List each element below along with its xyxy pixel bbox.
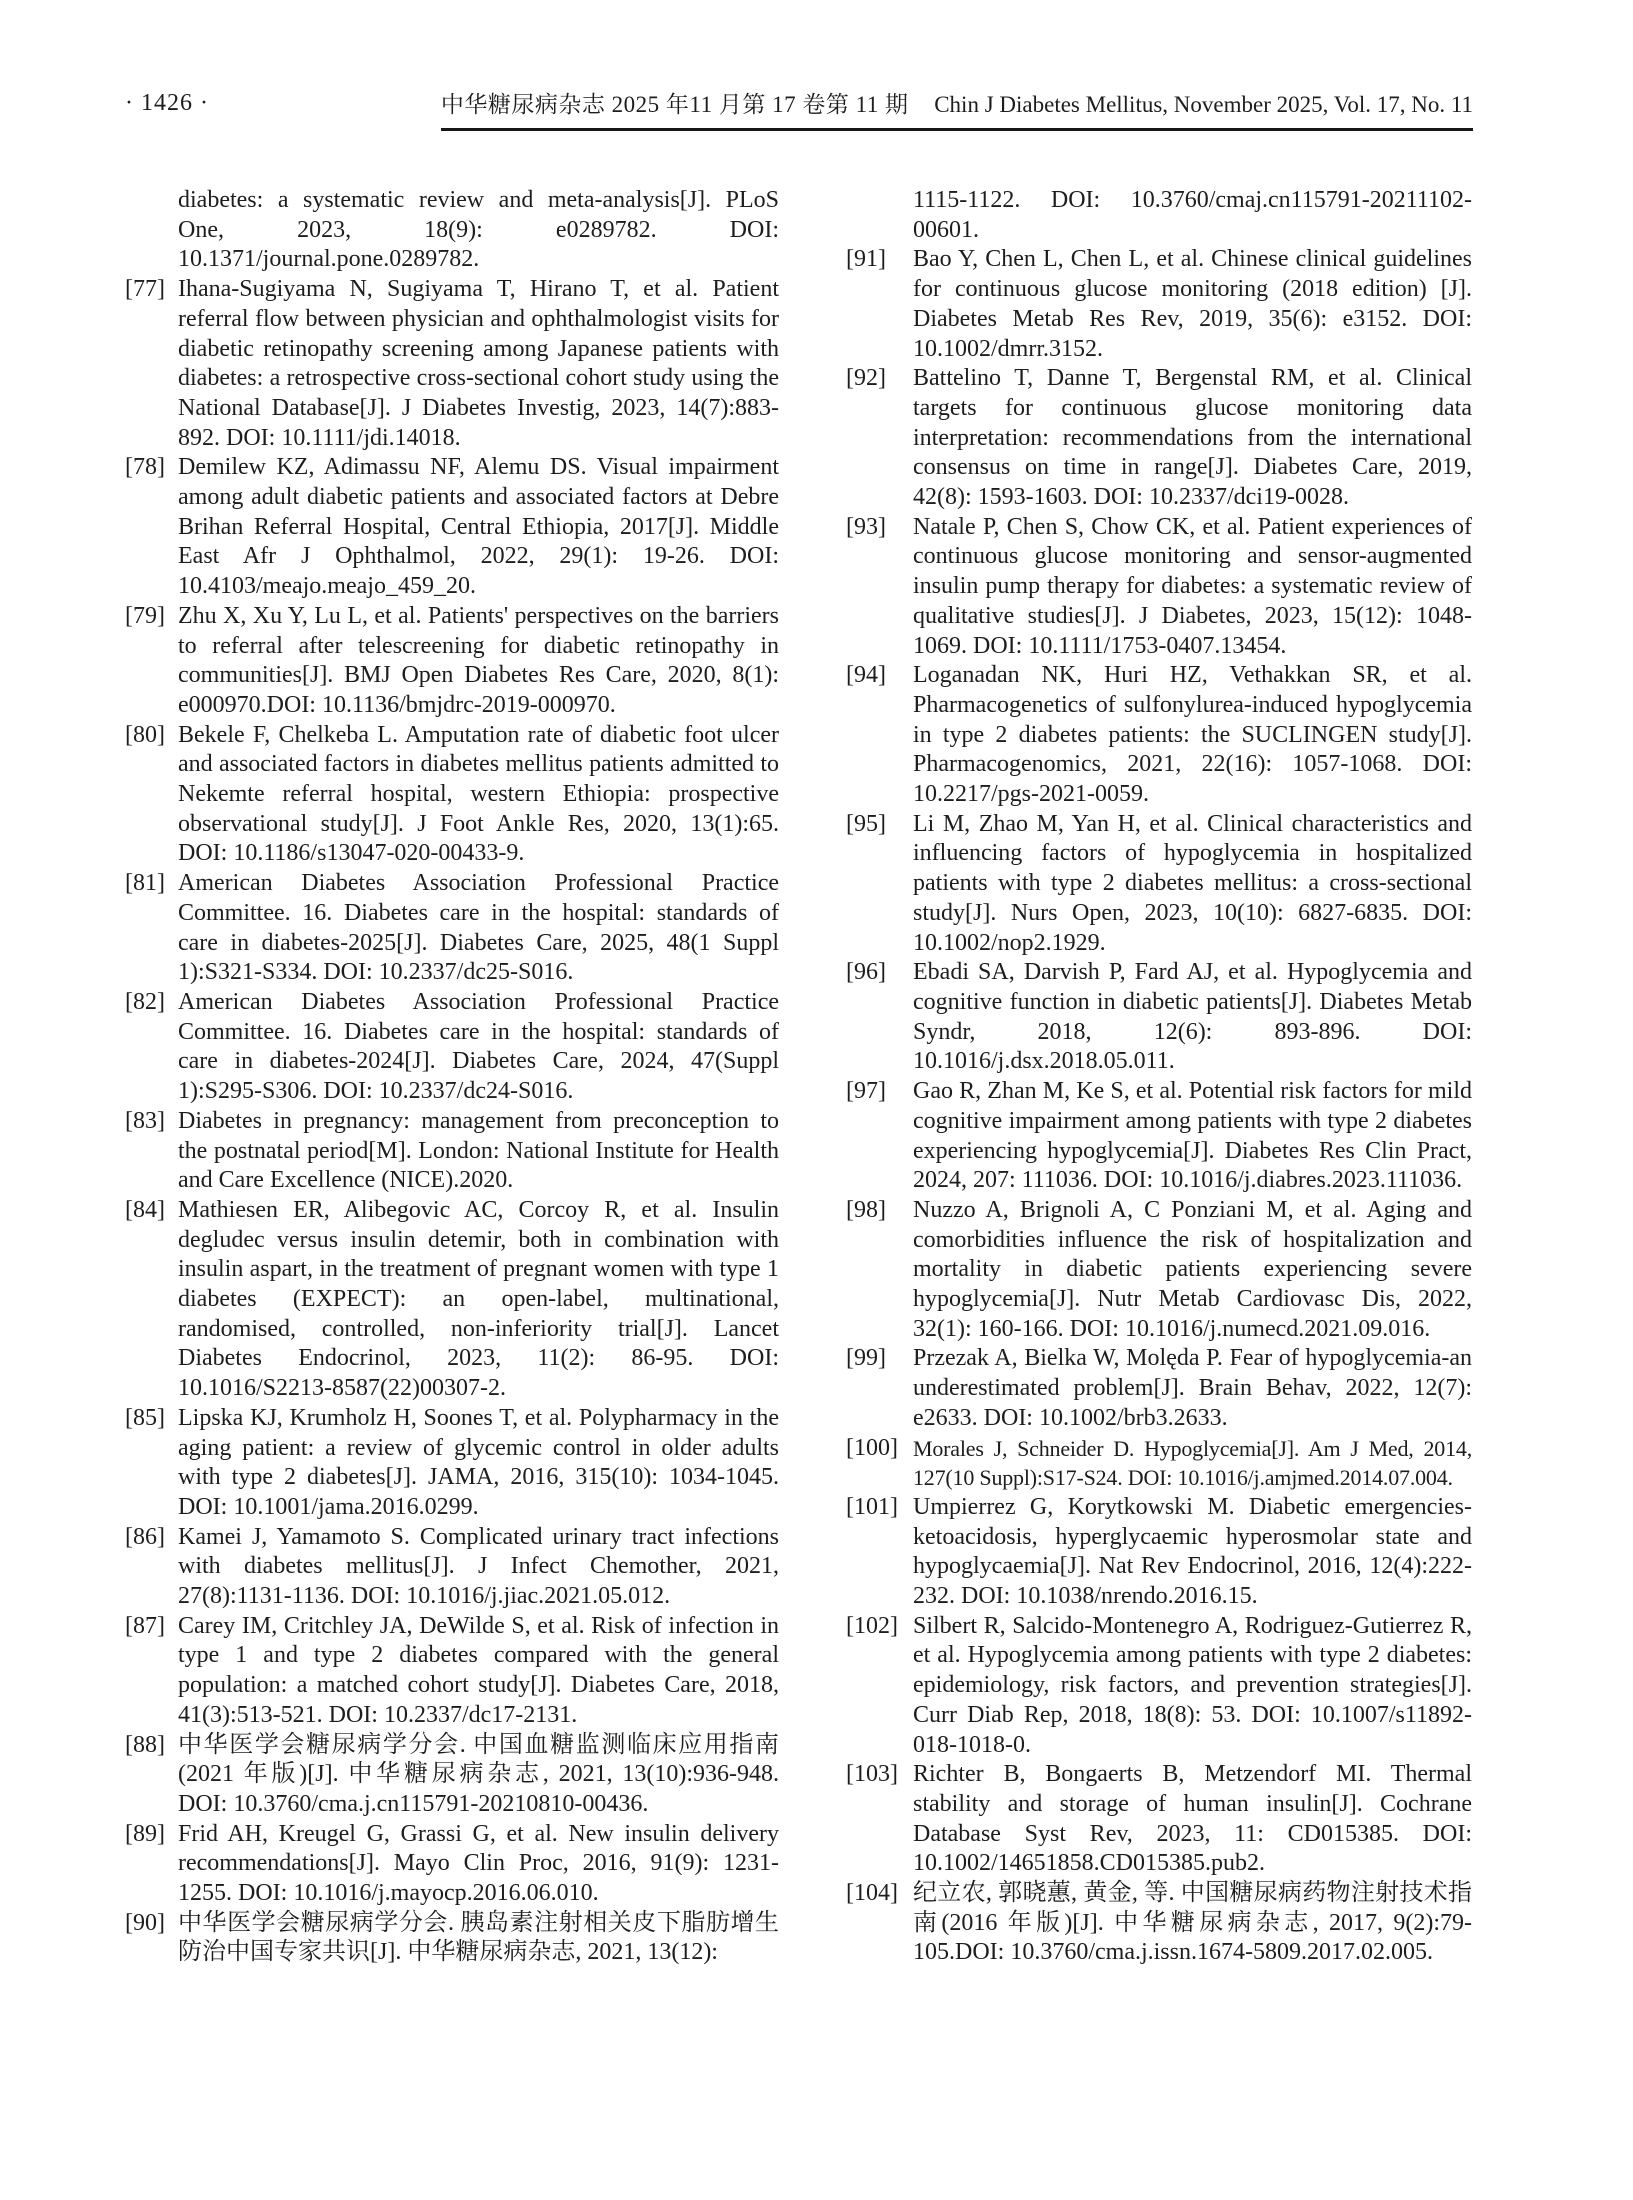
reference-text: 纪立农, 郭晓蕙, 黄金, 等. 中国糖尿病药物注射技术指南(2016 年版)[J]. 中华糖尿病杂志, 2017, 9(2):79-105.DOI: 10.3760/cma.j.issn.1674-5809.2017.02.005.	[913, 1880, 1472, 1966]
reference-item	[125, 186, 779, 275]
reference-item	[846, 1612, 1472, 1761]
page-number: · 1426 ·	[125, 90, 209, 116]
reference-number: [101]	[846, 1493, 898, 1520]
reference-text: Frid AH, Kreugel G, Grassi G, et al. New insulin delivery recommendations[J]. Mayo Clin Proc, 2016, 91(9): 1231-1255. DOI: 10.1016/j.mayocp.2016.06.010.	[178, 1820, 779, 1907]
reference-text: Loganadan NK, Huri HZ, Vethakkan SR, et al. Pharmacogenetics of sulfonylurea-induced hypoglycemia in type 2 diabetes patients: the SUCLINGEN study[J]. Pharmacogenomics, 2021, 22(16): 1057-1068. DOI: 10.2217/pgs-2021-0059.	[913, 662, 1472, 808]
reference-number: [85]	[125, 1404, 165, 1431]
reference-item	[125, 1196, 779, 1404]
reference-item	[125, 869, 779, 988]
reference-item	[846, 186, 1472, 245]
reference-number: [83]	[125, 1107, 165, 1134]
reference-text: Richter B, Bongaerts B, Metzendorf MI. Thermal stability and storage of human insulin[J]. Cochrane Database Syst Rev, 2023, 11: CD015385. DOI: 10.1002/14651858.CD015385.pub2.	[913, 1761, 1472, 1877]
reference-number: [93]	[846, 513, 886, 540]
reference-text: Li M, Zhao M, Yan H, et al. Clinical characteristics and influencing factors of hypoglycemia in hospitalized patients with type 2 diabetes mellitus: a cross-sectional study[J]. Nurs Open, 2023, 10(10): 6827-6835. DOI: 10.1002/nop2.1929.	[913, 810, 1472, 956]
reference-number: [91]	[846, 246, 886, 273]
reference-text: 1115-1122. DOI: 10.3760/cmaj.cn115791-20211102-00601.	[913, 187, 1472, 243]
reference-text: Diabetes in pregnancy: management from preconception to the postnatal period[M]. London: National Institute for Health and Care Excellence (NICE).2020.	[178, 1107, 779, 1194]
reference-item	[846, 810, 1472, 959]
reference-item	[125, 988, 779, 1107]
reference-item	[125, 1523, 779, 1612]
reference-text: Carey IM, Critchley JA, DeWilde S, et al. Risk of infection in type 1 and type 2 diabetes compared with the general population: a matched cohort study[J]. Diabetes Care, 2018, 41(3):513-521. DOI: 10.2337/dc17-2131.	[178, 1612, 779, 1728]
references-left	[125, 186, 779, 1968]
reference-item	[846, 1344, 1472, 1433]
reference-number: [77]	[125, 276, 165, 303]
reference-text: Mathiesen ER, Alibegovic AC, Corcoy R, et al. Insulin degludec versus insulin detemir, both in combination with insulin aspart, in the treatment of pregnant women with type 1 diabetes (EXPECT): an open-label, multinational, randomised, controlled, non-inferiority trial[J]. Lancet Diabetes Endocrinol, 2023, 11(2): 86-95. DOI: 10.1016/S2213-8587(22)00307-2.	[178, 1196, 779, 1402]
reference-item	[125, 1820, 779, 1909]
reference-text: American Diabetes Association Professional Practice Committee. 16. Diabetes care in the hospital: standards of care in diabetes-2025[J]. Diabetes Care, 2025, 48(1 Suppl 1):S321-S334. DOI: 10.2337/dc25-S016.	[178, 870, 779, 986]
reference-item	[125, 275, 779, 453]
reference-number: [86]	[125, 1523, 165, 1550]
reference-text: diabetes: a systematic review and meta-analysis[J]. PLoS One, 2023, 18(9): e0289782. DOI: 10.1371/journal.pone.0289782.	[178, 187, 779, 273]
reference-item	[125, 453, 779, 602]
reference-number: [90]	[125, 1909, 165, 1936]
reference-number: [82]	[125, 988, 165, 1015]
journal-title-english: Chin J Diabetes Mellitus, November 2025, Vol. 17, No. 11	[934, 92, 1473, 117]
reference-item	[846, 1196, 1472, 1345]
reference-text: Silbert R, Salcido-Montenegro A, Rodriguez-Gutierrez R, et al. Hypoglycemia among patients with type 2 diabetes: epidemiology, risk factors, and prevention strategies[J]. Curr Diab Rep, 2018, 18(8): 53. DOI: 10.1007/s11892-018-1018-0.	[913, 1612, 1472, 1758]
reference-number: [103]	[846, 1761, 898, 1788]
reference-number: [87]	[125, 1612, 165, 1639]
reference-text: Battelino T, Danne T, Bergenstal RM, et al. Clinical targets for continuous glucose monitoring data interpretation: recommendations from the international consensus on time in range[J]. Diabetes Care, 2019, 42(8): 1593-1603. DOI: 10.2337/dci19-0028.	[913, 365, 1472, 511]
reference-text: Ebadi SA, Darvish P, Fard AJ, et al. Hypoglycemia and cognitive function in diabetic patients[J]. Diabetes Metab Syndr, 2018, 12(6): 893-896. DOI: 10.1016/j.dsx.2018.05.011.	[913, 959, 1472, 1075]
reference-number: [84]	[125, 1196, 165, 1223]
reference-text: Przezak A, Bielka W, Molęda P. Fear of hypoglycemia-an underestimated problem[J]. Brain Behav, 2022, 12(7): e2633. DOI: 10.1002/brb3.2633.	[913, 1345, 1472, 1431]
reference-number: [104]	[846, 1880, 898, 1907]
references-right	[846, 186, 1472, 1968]
reference-number: [98]	[846, 1196, 886, 1223]
reference-number: [102]	[846, 1612, 898, 1639]
journal-header-rule	[441, 86, 1473, 131]
reference-item	[846, 245, 1472, 364]
reference-item	[846, 1077, 1472, 1196]
reference-text: Demilew KZ, Adimassu NF, Alemu DS. Visual impairment among adult diabetic patients and associated factors at Debre Brihan Referral Hospital, Central Ethiopia, 2017[J]. Middle East Afr J Ophthalmol, 2022, 29(1): 19-26. DOI: 10.4103/meajo.meajo_459_20.	[178, 454, 779, 600]
reference-text: Nuzzo A, Brignoli A, C Ponziani M, et al. Aging and comorbidities influence the risk of hospitalization and mortality in diabetic patients experiencing severe hypoglycemia[J]. Nutr Metab Cardiovasc Dis, 2022, 32(1): 160-166. DOI: 10.1016/j.numecd.2021.09.016.	[913, 1196, 1472, 1342]
reference-text: Umpierrez G, Korytkowski M. Diabetic emergencies-ketoacidosis, hyperglycaemic hyperosmolar state and hypoglycaemia[J]. Nat Rev Endocrinol, 2016, 12(4):222-232. DOI: 10.1038/nrendo.2016.15.	[913, 1493, 1472, 1610]
reference-number	[125, 186, 178, 275]
reference-number: [78]	[125, 454, 165, 481]
reference-text: Bao Y, Chen L, Chen L, et al. Chinese clinical guidelines for continuous glucose monitoring (2018 edition) [J]. Diabetes Metab Res Rev, 2019, 35(6): e3152. DOI: 10.1002/dmrr.3152.	[913, 246, 1472, 362]
reference-item	[125, 602, 779, 721]
reference-number	[846, 186, 913, 245]
reference-number: [88]	[125, 1731, 165, 1758]
reference-number: [99]	[846, 1345, 886, 1372]
reference-text: Lipska KJ, Krumholz H, Soones T, et al. Polypharmacy in the aging patient: a review of glycemic control in older adults with type 2 diabetes[J]. JAMA, 2016, 315(10): 1034-1045. DOI: 10.1001/jama.2016.0299.	[178, 1404, 779, 1520]
reference-item	[125, 721, 779, 870]
reference-text: 中华医学会糖尿病学分会. 中国血糖监测临床应用指南(2021 年版)[J]. 中华糖尿病杂志, 2021, 13(10):936-948. DOI: 10.3760/cma.j.cn115791-20210810-00436.	[178, 1731, 779, 1817]
reference-number: [96]	[846, 959, 886, 986]
reference-item	[125, 1731, 779, 1820]
reference-text: Bekele F, Chelkeba L. Amputation rate of diabetic foot ulcer and associated factors in diabetes mellitus patients admitted to Nekemte referral hospital, western Ethiopia: prospective observational study[J]. J Foot Ankle Res, 2020, 13(1):65. DOI: 10.1186/s13047-020-00433-9.	[178, 721, 779, 867]
reference-item	[846, 1434, 1472, 1493]
reference-item	[846, 661, 1472, 810]
reference-item	[846, 958, 1472, 1077]
reference-item	[846, 1879, 1472, 1968]
reference-number: [100]	[846, 1434, 898, 1461]
reference-number: [81]	[125, 870, 165, 897]
reference-text: Ihana-Sugiyama N, Sugiyama T, Hirano T, et al. Patient referral flow between physician and ophthalmologist visits for diabetic retinopathy screening among Japanese patients with diabetes: a retrospective cross-sectional cohort study using the National Database[J]. J Diabetes Investig, 2023, 14(7):883-892. DOI: 10.1111/jdi.14018.	[178, 276, 779, 451]
reference-item	[846, 513, 1472, 662]
reference-item	[125, 1107, 779, 1196]
reference-text: Morales J, Schneider D. Hypoglycemia[J]. Am J Med, 2014, 127(10 Suppl):S17-S24. DOI: 10.1016/j.amjmed.2014.07.004.	[913, 1435, 1472, 1491]
reference-number: [79]	[125, 602, 165, 629]
reference-text: Zhu X, Xu Y, Lu L, et al. Patients' perspectives on the barriers to referral after telescreening for diabetic retinopathy in communities[J]. BMJ Open Diabetes Res Care, 2020, 8(1): e000970.DOI: 10.1136/bmjdrc-2019-000970.	[178, 602, 779, 718]
reference-item	[125, 1612, 779, 1731]
reference-number: [95]	[846, 810, 886, 837]
reference-item	[846, 1493, 1472, 1612]
reference-number: [97]	[846, 1078, 886, 1105]
reference-item	[125, 1404, 779, 1523]
reference-item	[846, 1760, 1472, 1879]
reference-number: [92]	[846, 365, 886, 392]
reference-number: [94]	[846, 662, 886, 689]
reference-number: [89]	[125, 1820, 165, 1847]
reference-text: Natale P, Chen S, Chow CK, et al. Patient experiences of continuous glucose monitoring and sensor-augmented insulin pump therapy for diabetes: a systematic review of qualitative studies[J]. J Diabetes, 2023, 15(12): 1048-1069. DOI: 10.1111/1753-0407.13454.	[913, 513, 1472, 659]
reference-item	[125, 1909, 779, 1968]
reference-number: [80]	[125, 721, 165, 748]
reference-text: American Diabetes Association Professional Practice Committee. 16. Diabetes care in the hospital: standards of care in diabetes-2024[J]. Diabetes Care, 2024, 47(Suppl 1):S295-S306. DOI: 10.2337/dc24-S016.	[178, 988, 779, 1105]
reference-item	[846, 364, 1472, 513]
reference-text: Gao R, Zhan M, Ke S, et al. Potential risk factors for mild cognitive impairment among patients with type 2 diabetes experiencing hypoglycemia[J]. Diabetes Res Clin Pract, 2024, 207: 111036. DOI: 10.1016/j.diabres.2023.111036.	[913, 1078, 1472, 1194]
journal-title-chinese: 中华糖尿病杂志 2025 年11 月第 17 卷第 11 期	[440, 92, 909, 117]
reference-text: Kamei J, Yamamoto S. Complicated urinary tract infections with diabetes mellitus[J]. J Infect Chemother, 2021, 27(8):1131-1136. DOI: 10.1016/j.jiac.2021.05.012.	[178, 1523, 779, 1610]
reference-text: 中华医学会糖尿病学分会. 胰岛素注射相关皮下脂肪增生防治中国专家共识[J]. 中华糖尿病杂志, 2021, 13(12):	[178, 1909, 779, 1966]
